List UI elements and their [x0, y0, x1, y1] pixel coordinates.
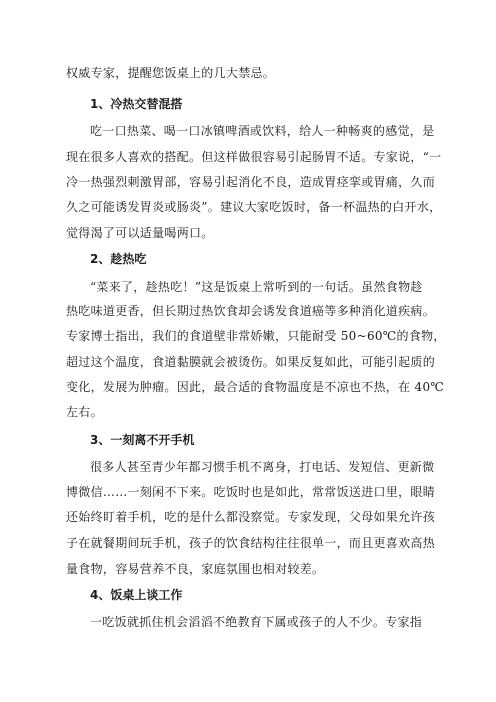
section-1-line-4: 久之可能诱发胃炎或肠炎”。建议大家吃饭时，备一杯温热的白开水， [66, 200, 442, 214]
section-3-line-3: 还始终盯着手机，吃的是什么都没察觉。专家发现，父母如果允许孩 [66, 510, 436, 524]
section-3-heading: 3、一刻离不开手机 [90, 433, 195, 447]
section-1-line-1: 吃一口热菜、喝一口冰镇啤酒或饮料，给人一种畅爽的感觉，是 [90, 124, 435, 138]
section-3-line-1: 很多人甚至青少年都习惯手机不离身，打电话、发短信、更新微 [90, 460, 435, 474]
section-1-line-5: 觉得渴了可以适量喝两口。 [66, 226, 214, 240]
section-1-line-3: 冷一热强烈刺激胃部，容易引起消化不良，造成胃痉挛或胃痛，久而 [66, 175, 436, 189]
section-3-line-2: 博微信……一刻闲不下来。吃饭时也是如此，常常饭送进口里，眼睛 [66, 485, 436, 499]
section-4-line-1: 一吃饭就抓住机会滔滔不绝教育下属或孩子的人不少。专家指 [90, 615, 423, 629]
section-2-line-3: 专家博士指出，我们的食道壁非常娇嫩，只能耐受 50~60℃的食物， [66, 329, 446, 343]
section-1-heading: 1、冷热交替混搭 [90, 97, 183, 111]
section-1-line-2: 现在很多人喜欢的搭配。但这样做很容易引起肠胃不适。专家说，“一 [66, 150, 442, 164]
section-2-line-1: “菜来了，趁热吃！”这是饭桌上常听到的一句话。虽然食物趁 [90, 280, 423, 294]
section-2-heading: 2、趁热吃 [90, 252, 147, 266]
section-4-heading: 4、饭桌上谈工作 [90, 588, 183, 602]
section-2-line-2: 热吃味道更香，但长期过热饮食却会诱发食道癌等多种消化道疾病。 [66, 304, 436, 318]
section-2-line-5: 变化，发展为肿瘤。因此，最合适的食物温度是不凉也不热，在 40℃ [66, 380, 445, 394]
section-2-line-6: 左右。 [66, 405, 103, 419]
section-3-line-5: 量食物，容易营养不良，家庭氛围也相对较差。 [66, 562, 325, 576]
intro-text: 权威专家，提醒您饭桌上的几大禁忌。 [66, 66, 276, 80]
section-2-line-4: 超过这个温度，食道黏膜就会被烫伤。如果反复如此，可能引起质的 [66, 355, 436, 369]
section-3-line-4: 子在就餐期间玩手机，孩子的饮食结构往往很单一，而且更喜欢高热 [66, 536, 436, 550]
